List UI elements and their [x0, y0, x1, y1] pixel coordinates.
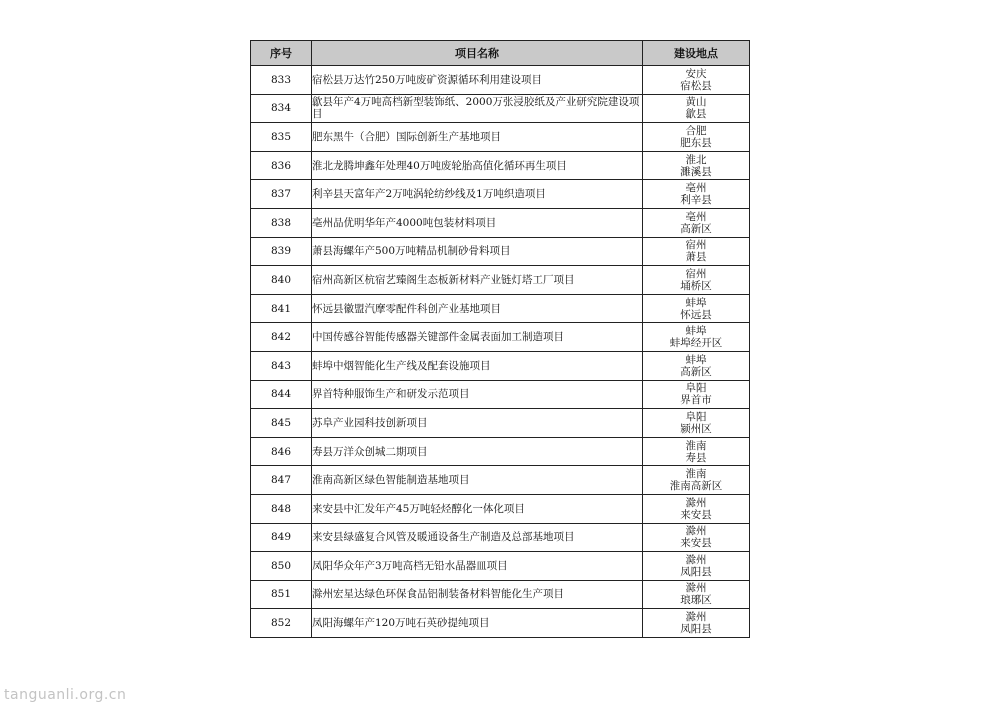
- location-county: 宿松县: [680, 79, 712, 92]
- location-city: 阜阳: [685, 382, 707, 395]
- project-name: 歙县年产4万吨高档新型装饰纸、2000万张浸胶纸及产业研究院建设项目: [312, 94, 643, 123]
- table-row: [251, 494, 750, 523]
- row-number: 852: [251, 609, 312, 638]
- table-row: [251, 294, 750, 323]
- location-county: 来安县: [680, 508, 712, 521]
- project-name: 怀远县徽盟汽摩零配件科创产业基地项目: [312, 294, 643, 323]
- location-cell: [643, 180, 750, 209]
- location-cell: [643, 437, 750, 466]
- location-cell: [643, 409, 750, 438]
- location-city: 蚌埠: [685, 353, 707, 366]
- row-number: 847: [251, 466, 312, 495]
- row-number: 841: [251, 294, 312, 323]
- location-county: 歙县: [685, 108, 707, 121]
- table-row: [251, 580, 750, 609]
- location-city: 滁州: [685, 525, 707, 538]
- row-number: 838: [251, 208, 312, 237]
- location-county: 肥东县: [680, 136, 712, 149]
- location-cell: [643, 123, 750, 152]
- table-row: [251, 66, 750, 95]
- location-cell: [643, 552, 750, 581]
- location-cell: [643, 237, 750, 266]
- location-city: 安庆: [685, 67, 707, 80]
- project-name: 蚌埠中烟智能化生产线及配套设施项目: [312, 351, 643, 380]
- location-county: 利辛县: [680, 194, 712, 207]
- row-number: 848: [251, 494, 312, 523]
- location-city: 亳州: [685, 182, 707, 195]
- location-city: 蚌埠: [685, 325, 707, 338]
- table-row: [251, 351, 750, 380]
- location-county: 界首市: [680, 394, 712, 407]
- row-number: 840: [251, 266, 312, 295]
- location-county: 颍州区: [680, 422, 712, 435]
- project-name: 宿松县万达竹250万吨废矿资源循环利用建设项目: [312, 66, 643, 95]
- table-row: [251, 466, 750, 495]
- location-city: 合肥: [685, 124, 707, 137]
- project-name: 寿县万洋众创城二期项目: [312, 437, 643, 466]
- location-cell: [643, 580, 750, 609]
- project-name: 中国传感谷智能传感器关键部件金属表面加工制造项目: [312, 323, 643, 352]
- location-cell: [643, 151, 750, 180]
- table-row: [251, 266, 750, 295]
- project-table: [250, 40, 750, 638]
- location-county: 高新区: [680, 222, 712, 235]
- location-city: 滁州: [685, 496, 707, 509]
- row-number: 836: [251, 151, 312, 180]
- location-cell: [643, 351, 750, 380]
- location-county: 怀远县: [680, 308, 712, 321]
- row-number: 833: [251, 66, 312, 95]
- table-header-row: [251, 41, 750, 66]
- location-city: 淮南: [685, 468, 707, 481]
- location-cell: [643, 208, 750, 237]
- project-name: 利辛县天富年产2万吨涡轮纺纱线及1万吨织造项目: [312, 180, 643, 209]
- location-city: 宿州: [685, 267, 707, 280]
- location-cell: [643, 323, 750, 352]
- header-location: 建设地点: [643, 41, 750, 66]
- location-city: 滁州: [685, 553, 707, 566]
- table-row: [251, 94, 750, 123]
- row-number: 844: [251, 380, 312, 409]
- table-row: [251, 552, 750, 581]
- row-number: 835: [251, 123, 312, 152]
- watermark: tanguanli.org.cn: [4, 687, 127, 703]
- project-name: 界首特种服饰生产和研发示范项目: [312, 380, 643, 409]
- table-row: [251, 409, 750, 438]
- row-number: 842: [251, 323, 312, 352]
- row-number: 837: [251, 180, 312, 209]
- project-name: 来安县绿盛复合风管及暖通设备生产制造及总部基地项目: [312, 523, 643, 552]
- table-row: [251, 323, 750, 352]
- table-row: [251, 380, 750, 409]
- location-city: 滁州: [685, 611, 707, 624]
- location-cell: [643, 94, 750, 123]
- location-county: 埇桥区: [680, 279, 712, 292]
- location-county: 淮南高新区: [669, 480, 723, 493]
- row-number: 834: [251, 94, 312, 123]
- header-seq: 序号: [251, 41, 312, 66]
- location-city: 亳州: [685, 210, 707, 223]
- location-county: 高新区: [680, 365, 712, 378]
- project-name: 萧县海螺年产500万吨精品机制砂骨料项目: [312, 237, 643, 266]
- row-number: 849: [251, 523, 312, 552]
- row-number: 839: [251, 237, 312, 266]
- project-name: 肥东黑牛（合肥）国际创新生产基地项目: [312, 123, 643, 152]
- location-cell: [643, 609, 750, 638]
- location-cell: [643, 466, 750, 495]
- location-county: 琅琊区: [680, 594, 712, 607]
- project-name: 苏阜产业园科技创新项目: [312, 409, 643, 438]
- project-name: 宿州高新区杭宿艺臻阁生态板新材料产业链灯塔工厂项目: [312, 266, 643, 295]
- table-row: [251, 609, 750, 638]
- header-project-name: 项目名称: [312, 41, 643, 66]
- table-row: [251, 237, 750, 266]
- location-city: 宿州: [685, 239, 707, 252]
- project-name: 淮北龙腾坤鑫年处理40万吨废轮胎高值化循环再生项目: [312, 151, 643, 180]
- location-cell: [643, 523, 750, 552]
- location-county: 蚌埠经开区: [669, 337, 723, 350]
- table-row: [251, 523, 750, 552]
- row-number: 851: [251, 580, 312, 609]
- row-number: 846: [251, 437, 312, 466]
- project-name: 滁州宏星达绿色环保食品铝制装备材料智能化生产项目: [312, 580, 643, 609]
- project-name: 亳州品优明华年产4000吨包装材料项目: [312, 208, 643, 237]
- location-city: 淮南: [685, 439, 707, 452]
- location-cell: [643, 66, 750, 95]
- location-county: 凤阳县: [680, 565, 712, 578]
- row-number: 845: [251, 409, 312, 438]
- location-county: 来安县: [680, 537, 712, 550]
- project-name: 凤阳海螺年产120万吨石英砂提纯项目: [312, 609, 643, 638]
- location-city: 滁州: [685, 582, 707, 595]
- location-cell: [643, 266, 750, 295]
- table-row: [251, 180, 750, 209]
- project-name: 凤阳华众年产3万吨高档无铅水晶器皿项目: [312, 552, 643, 581]
- location-city: 阜阳: [685, 410, 707, 423]
- row-number: 843: [251, 351, 312, 380]
- table-row: [251, 437, 750, 466]
- location-county: 凤阳县: [680, 623, 712, 636]
- location-cell: [643, 494, 750, 523]
- table-row: [251, 123, 750, 152]
- location-city: 黄山: [685, 96, 707, 109]
- location-county: 萧县: [685, 251, 707, 264]
- project-name: 淮南高新区绿色智能制造基地项目: [312, 466, 643, 495]
- location-city: 淮北: [685, 153, 707, 166]
- row-number: 850: [251, 552, 312, 581]
- table-row: [251, 208, 750, 237]
- location-city: 蚌埠: [685, 296, 707, 309]
- location-county: 寿县: [685, 451, 707, 464]
- location-cell: [643, 294, 750, 323]
- project-name: 来安县中汇发年产45万吨轻烃醇化一体化项目: [312, 494, 643, 523]
- location-cell: [643, 380, 750, 409]
- location-county: 濉溪县: [680, 165, 712, 178]
- table-row: [251, 151, 750, 180]
